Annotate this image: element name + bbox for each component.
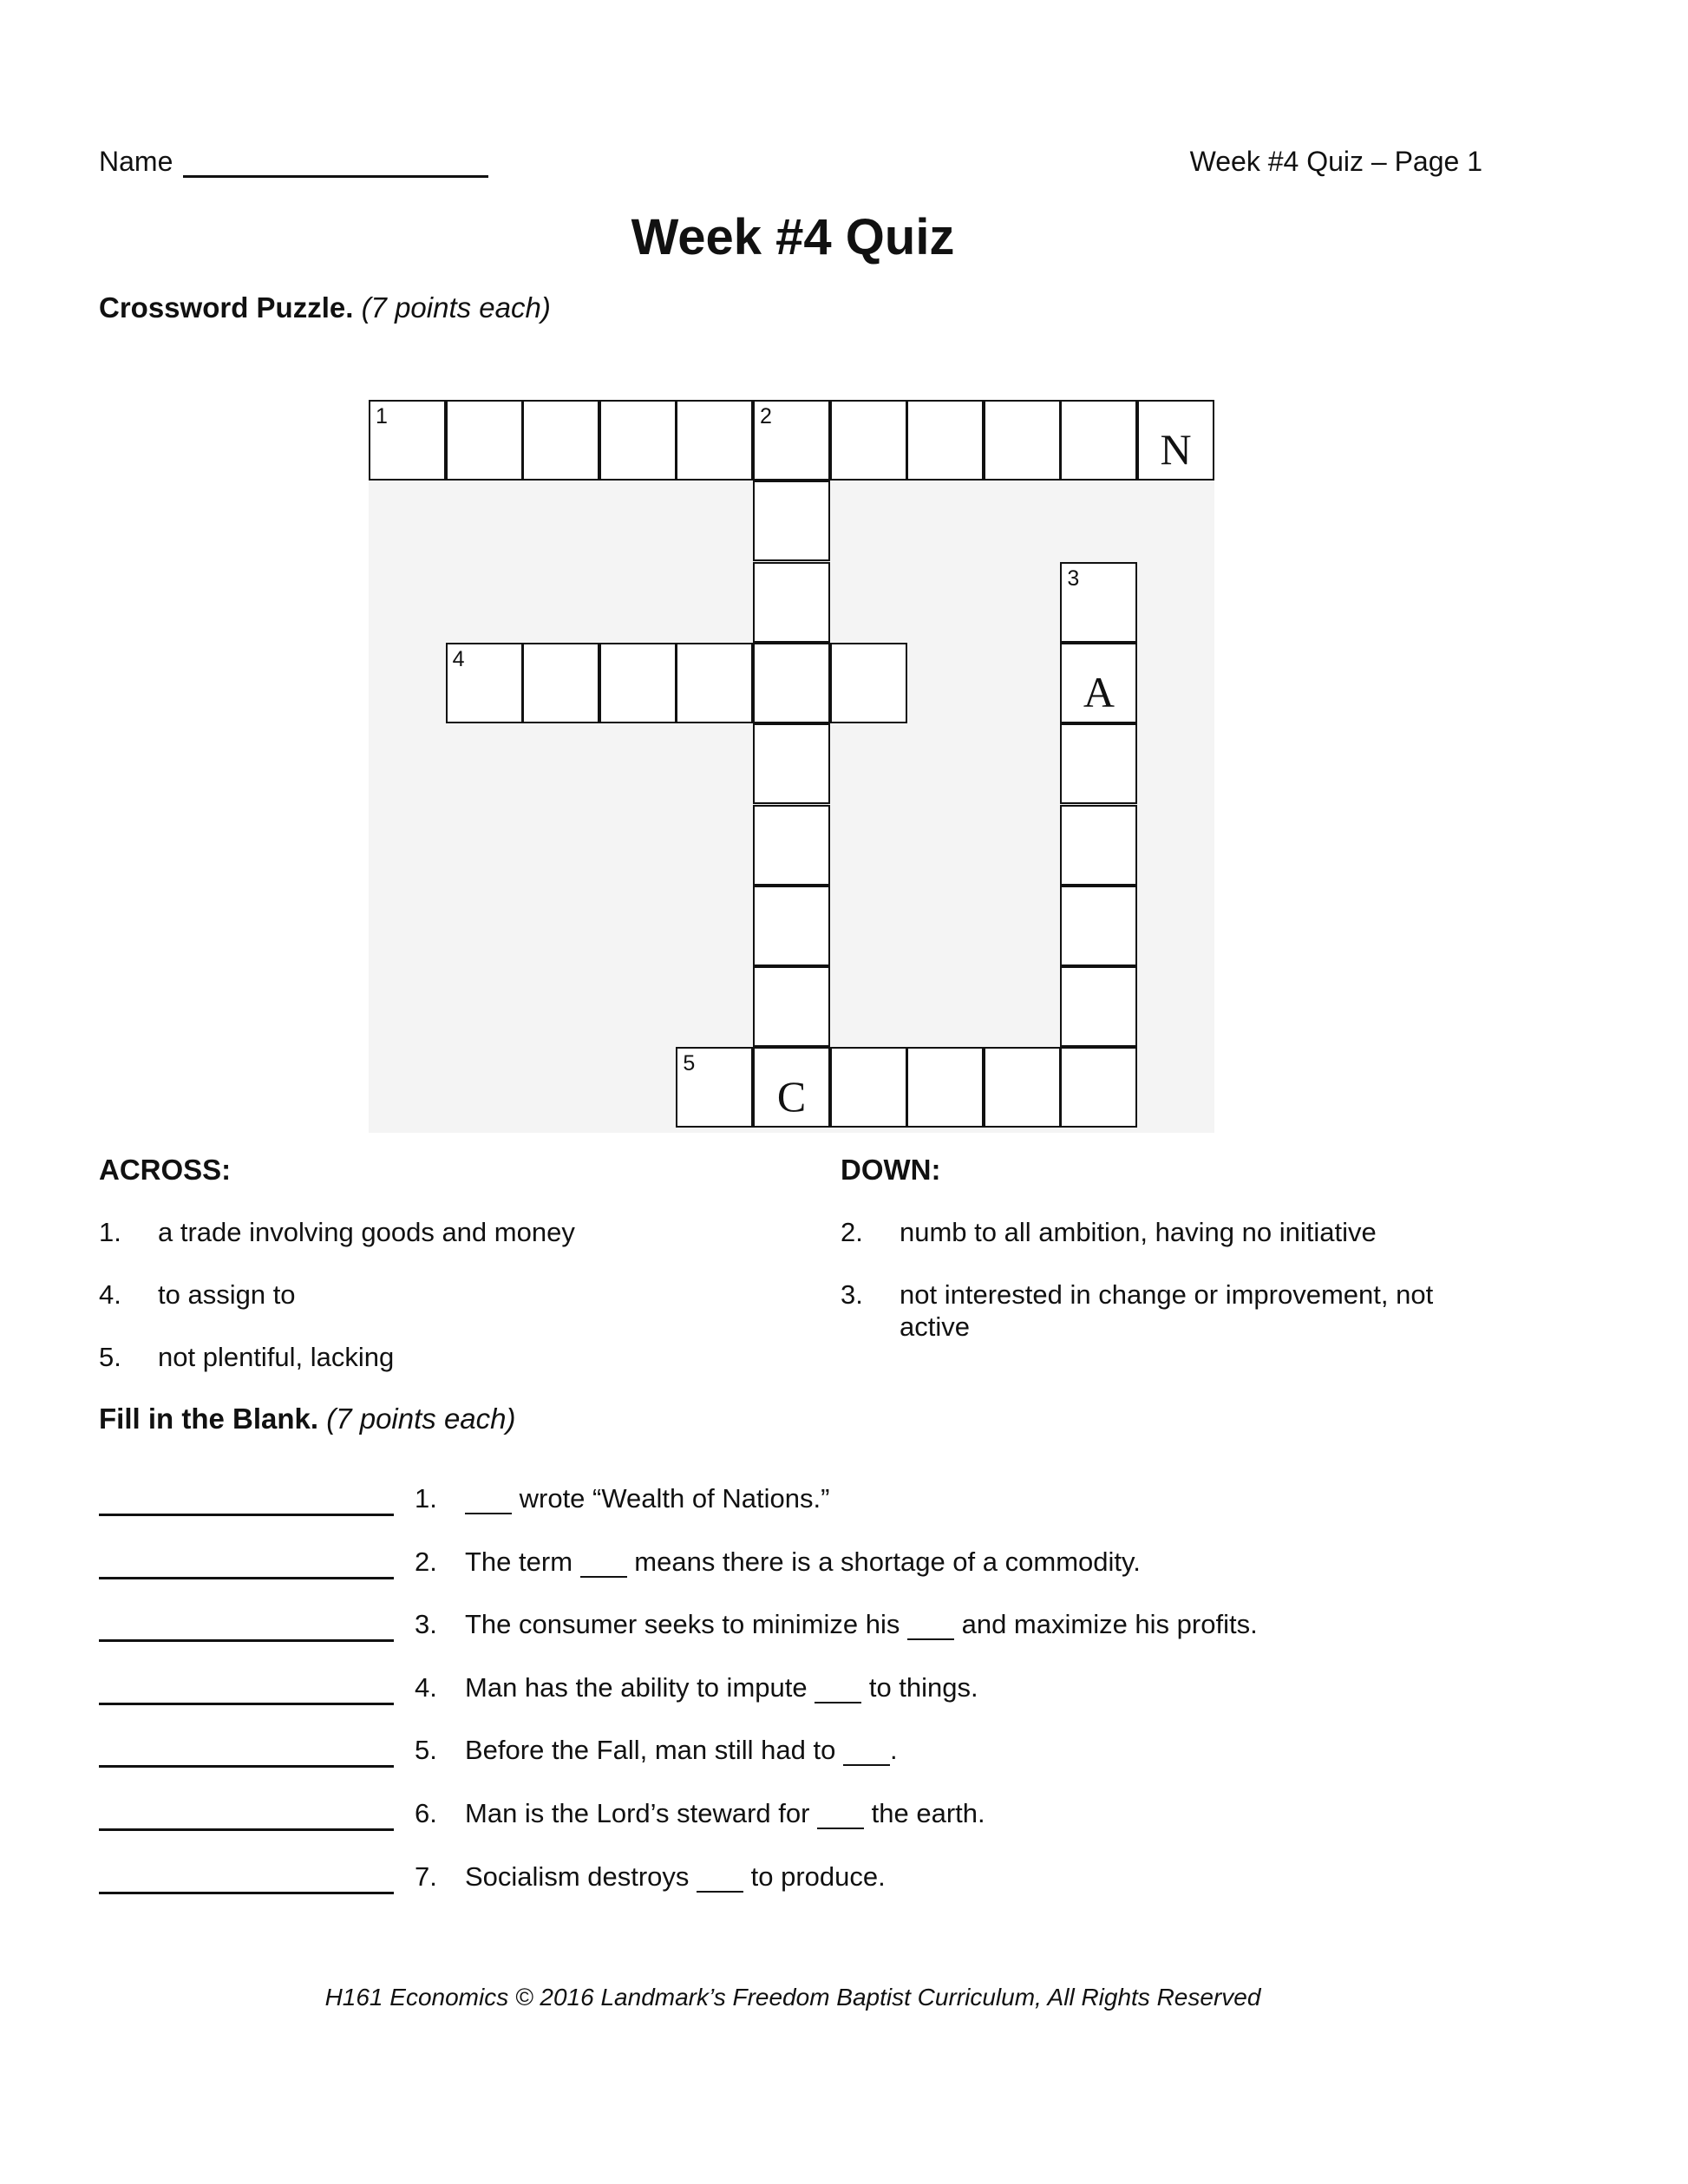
inline-blank (843, 1740, 890, 1766)
item-text-before: The term (465, 1546, 580, 1577)
inline-blank (817, 1803, 864, 1829)
item-number: 1. (415, 1483, 437, 1514)
crossword-points: (7 points each) (361, 291, 551, 324)
clue-number-label: 5 (683, 1051, 696, 1076)
item-text-before: Man is the Lord’s steward for (465, 1798, 818, 1828)
clue-text: to assign to (158, 1279, 296, 1310)
crossword-cell[interactable] (753, 643, 830, 723)
crossword-cell[interactable] (1137, 400, 1214, 481)
crossword-cell[interactable] (906, 1047, 984, 1128)
item-number: 2. (415, 1546, 437, 1577)
crossword-cell[interactable] (830, 400, 907, 481)
item-text (465, 1546, 1141, 1578)
crossword-cell[interactable] (753, 805, 830, 886)
page-title: Week #4 Quiz (631, 209, 955, 265)
clue-text: numb to all ambition, having no initiative (900, 1217, 1377, 1247)
item-text (465, 1672, 978, 1703)
item-text-after: . (889, 1735, 898, 1766)
across-clue-5 (99, 1341, 793, 1376)
page-reference: Week #4 Quiz – Page 1 (1189, 146, 1482, 177)
clue-number: 4. (99, 1279, 121, 1310)
crossword-cell[interactable] (753, 966, 830, 1047)
across-heading: ACROSS: (99, 1154, 232, 1186)
clue-number: 1. (99, 1217, 121, 1247)
item-number: 5. (415, 1735, 437, 1766)
clue-number: 2. (841, 1217, 863, 1247)
crossword-cell[interactable] (369, 400, 446, 481)
fill-blank-item (99, 1735, 1400, 1769)
clue-number-label: 2 (760, 404, 772, 428)
crossword-cell[interactable] (753, 400, 830, 481)
crossword-cell[interactable] (1060, 562, 1137, 643)
crossword-cell[interactable] (599, 400, 677, 481)
crossword-cell[interactable] (753, 481, 830, 561)
item-text-after: means there is a shortage of a commodity. (626, 1546, 1141, 1577)
clue-text: a trade involving goods and money (158, 1217, 575, 1247)
inline-blank (580, 1552, 627, 1578)
copyright-footer: H161 Economics © 2016 Landmark’s Freedom Baptist Curriculum, All Rights Reserved (324, 1984, 1261, 2011)
fill-blank-points: (7 points each) (326, 1403, 516, 1435)
item-text-before: The consumer seeks to minimize his (465, 1609, 907, 1640)
item-text-after: wrote “Wealth of Nations.” (512, 1483, 830, 1514)
clue-number: 3. (841, 1279, 863, 1310)
crossword-cell[interactable] (676, 643, 753, 723)
crossword-heading-label: Crossword Puzzle. (99, 291, 354, 324)
item-text-before: Socialism destroys (465, 1860, 697, 1892)
inline-blank (697, 1867, 743, 1893)
crossword-cell[interactable] (1060, 1047, 1137, 1128)
crossword-cell[interactable] (1060, 400, 1137, 481)
answer-blank[interactable] (99, 1738, 394, 1768)
answer-blank[interactable] (99, 1676, 394, 1705)
answer-blank[interactable] (99, 1612, 394, 1642)
down-heading: DOWN: (841, 1154, 941, 1186)
item-text (465, 1609, 1258, 1640)
across-clue-1 (99, 1216, 793, 1251)
item-text-after: to produce. (743, 1860, 886, 1892)
crossword-cell[interactable] (830, 643, 907, 723)
inline-blank (907, 1614, 954, 1640)
fill-blank-heading-label: Fill in the Blank. (99, 1403, 319, 1435)
answer-blank[interactable] (99, 1550, 394, 1579)
item-text (465, 1483, 829, 1514)
crossword-cell[interactable] (984, 400, 1061, 481)
answer-blank[interactable] (99, 1487, 394, 1516)
answer-blank[interactable] (99, 1865, 394, 1894)
item-number: 3. (415, 1609, 437, 1640)
crossword-cell[interactable] (676, 1047, 753, 1128)
fill-blank-heading (99, 1403, 516, 1435)
fill-blank-item (99, 1798, 1400, 1833)
item-text (465, 1735, 898, 1766)
crossword-cell[interactable] (984, 1047, 1061, 1128)
item-text-after: the earth. (864, 1798, 985, 1828)
clue-text-line2: active (900, 1311, 970, 1342)
item-text-before: Before the Fall, man still had to (465, 1735, 843, 1766)
inline-blank (465, 1488, 512, 1514)
crossword-cell[interactable] (753, 886, 830, 966)
item-text-after: and maximize his profits. (953, 1609, 1258, 1640)
crossword-cell[interactable] (1060, 886, 1137, 966)
crossword-cell[interactable] (522, 643, 599, 723)
item-text-after: to things. (861, 1671, 978, 1703)
crossword-cell[interactable] (753, 723, 830, 804)
given-letter: A (1083, 667, 1115, 716)
clue-number: 5. (99, 1342, 121, 1372)
crossword-cell[interactable] (599, 643, 677, 723)
clue-number-label: 4 (452, 646, 465, 671)
clue-text: not plentiful, lacking (158, 1342, 395, 1372)
crossword-cell[interactable] (753, 1047, 830, 1128)
crossword-cell[interactable] (1060, 723, 1137, 804)
crossword-cell[interactable] (830, 1047, 907, 1128)
crossword-cell[interactable] (753, 562, 830, 643)
fill-blank-item (99, 1861, 1400, 1896)
item-number: 4. (415, 1671, 437, 1703)
name-label: Name (99, 146, 173, 177)
item-number: 6. (415, 1798, 437, 1828)
item-number: 7. (415, 1860, 437, 1892)
fill-blank-item (99, 1609, 1400, 1644)
fill-blank-item (99, 1483, 1400, 1518)
answer-blank[interactable] (99, 1801, 394, 1831)
item-text (465, 1798, 985, 1829)
clue-text-line1: not interested in change or improvement, not (900, 1279, 1434, 1310)
across-clue-4 (99, 1278, 793, 1313)
down-clue-3 (841, 1278, 1534, 1348)
name-field[interactable] (99, 146, 488, 178)
given-letter: N (1160, 425, 1192, 474)
item-text-before: Man has the ability to impute (465, 1671, 815, 1703)
clue-number-label: 3 (1067, 566, 1080, 591)
clue-number-label: 1 (376, 404, 388, 428)
crossword-cell[interactable] (1060, 805, 1137, 886)
crossword-cell[interactable] (522, 400, 599, 481)
name-blank-line[interactable] (183, 149, 488, 178)
crossword-cell[interactable] (676, 400, 753, 481)
crossword-cell[interactable] (906, 400, 984, 481)
fill-blank-item (99, 1672, 1400, 1707)
crossword-heading (99, 291, 551, 324)
crossword-cell[interactable] (446, 400, 523, 481)
given-letter: C (776, 1072, 807, 1121)
crossword-cell[interactable] (1060, 643, 1137, 723)
fill-blank-item (99, 1546, 1400, 1581)
down-clue-2 (841, 1216, 1534, 1251)
inline-blank (815, 1677, 861, 1703)
crossword-cell[interactable] (1060, 966, 1137, 1047)
item-text (465, 1861, 886, 1893)
crossword-cell[interactable] (446, 643, 523, 723)
